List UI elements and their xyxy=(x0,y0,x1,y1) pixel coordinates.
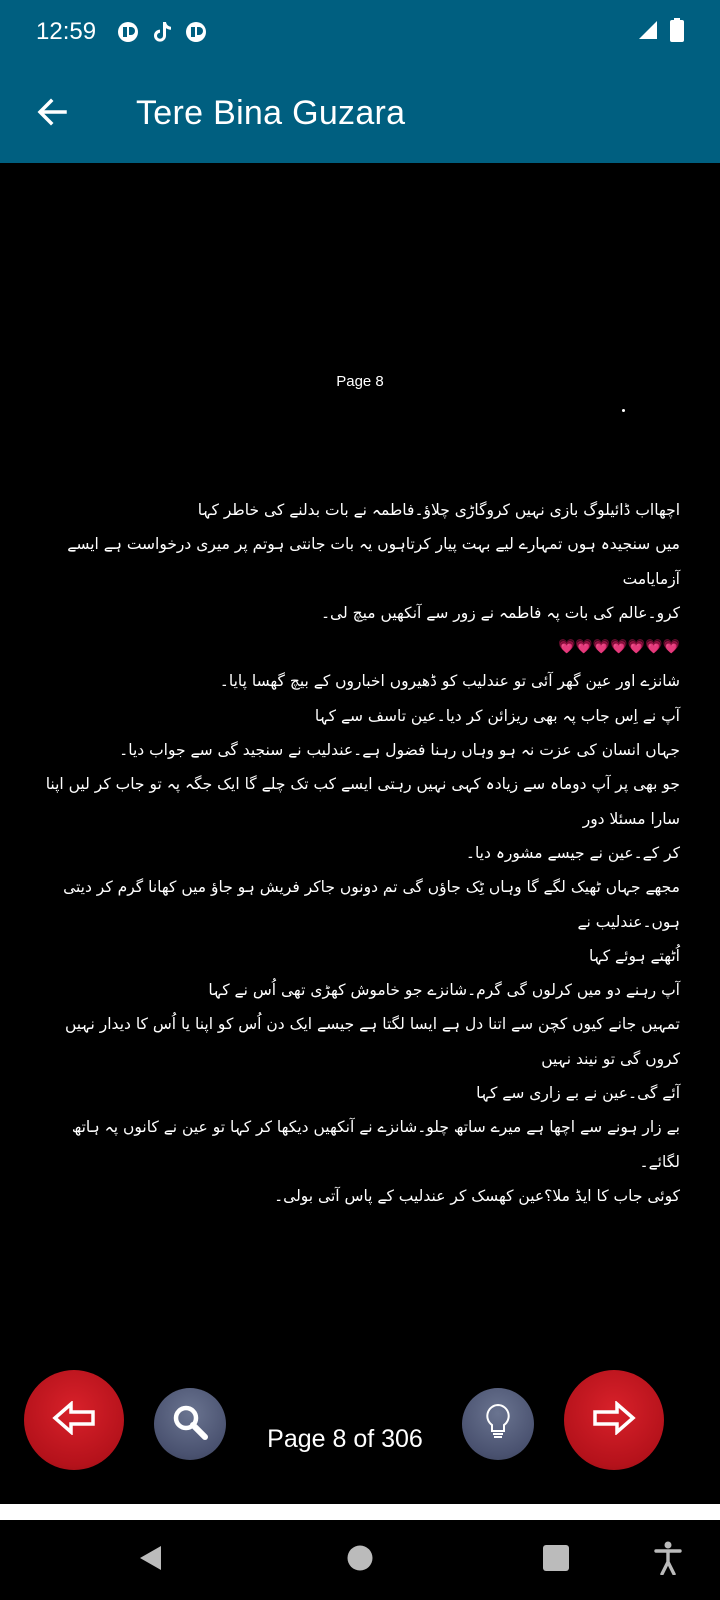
story-line: جہاں انسان کی عزت نہ ہو وہاں رہنا فضول ہے۔عندلیب نے سنجید گی سے جواب دیا۔ xyxy=(119,741,680,760)
signal-icon xyxy=(638,20,658,44)
back-triangle-icon xyxy=(137,1544,163,1576)
status-bar xyxy=(0,0,720,64)
accessibility-button[interactable] xyxy=(646,1538,690,1582)
story-line: آپ نے اِس جاب پہ بھی ریزائن کر دیا۔عین تاسف سے کہا xyxy=(314,706,680,725)
app-notification-icon xyxy=(116,20,140,44)
story-line: 💗💗💗💗💗💗💗 xyxy=(557,639,680,656)
story-line: اُٹھتے ہوئے کہا xyxy=(588,946,680,965)
arrow-left-outline-icon xyxy=(51,1401,97,1439)
lightbulb-icon xyxy=(483,1402,513,1446)
story-line: اچھااب ڈائیلوگ بازی نہیں کروگاڑی چلاؤ۔فاطمہ نے بات بدلنے کی خاطر کہا xyxy=(197,501,680,519)
page-counter: Page 8 of 306 xyxy=(267,1425,423,1453)
arrow-right-outline-icon xyxy=(591,1401,637,1439)
hint-button[interactable] xyxy=(462,1388,534,1460)
page-header: Page 8 xyxy=(336,373,384,390)
system-navigation-bar xyxy=(0,1520,720,1600)
story-line: مجھے جہاں ٹھیک لگے گا وہاں ٹِک جاؤں گی تم دونوں جاکر فریش ہو جاؤ میں کھانا گرم کر دیتی ہوں۔عندلیب نے xyxy=(63,878,680,931)
arrow-left-icon xyxy=(35,95,69,133)
story-line: جو بھی پر آپ دوماہ سے زیادہ کہی نہیں رہتی ایسے کب تک چلے گا ایک جگہ پہ تو جاب کر لیں اپنا سارا مسئلا دور xyxy=(45,775,680,828)
app-notification-icon xyxy=(184,20,208,44)
accessibility-icon xyxy=(653,1541,683,1579)
status-time: 12:59 xyxy=(36,18,97,45)
system-recents-button[interactable] xyxy=(534,1538,578,1582)
ad-banner-strip xyxy=(0,1504,720,1520)
page-dot xyxy=(622,409,625,412)
story-line: کوئی جاب کا ایڈ ملا؟عین کھسک کر عندلیب کے پاس آتی بولی۔ xyxy=(274,1186,680,1205)
story-line: شانزے اور عین گھر آئی تو عندلیب کو ڈھیروں اخباروں کے بیچ گھسا پایا۔ xyxy=(219,672,680,691)
recents-square-icon xyxy=(542,1544,570,1576)
story-line: میں سنجیدہ ہوں تمہارے لیے بہت پیار کرتاہوں یہ بات جانتی ہوتم پر میری درخواست ہے ایسے آزمایامت xyxy=(67,535,680,588)
story-line: کر کے۔عین نے جیسے مشورہ دیا۔ xyxy=(465,843,680,862)
story-line: بے زار ہونے سے اچھا ہے میرے ساتھ چلو۔شانزے نے آنکھیں دیکھا کر کہا تو عین نے کانوں پہ ہاتھ لگائے۔ xyxy=(71,1118,680,1171)
search-icon xyxy=(170,1402,210,1446)
story-line: تمہیں جانے کیوں کچن سے اتنا دل ہے ایسا لگتا ہے جیسے ایک دن اُس کو اپنا یا اُس کا دیدار نہیں کروں گی تو نیند نہیں xyxy=(64,1015,680,1068)
reader-page[interactable] xyxy=(0,163,720,1508)
reader-controls xyxy=(0,1395,720,1505)
next-page-button[interactable] xyxy=(564,1370,664,1470)
back-button[interactable] xyxy=(20,82,84,146)
story-line: آئے گی۔عین نے بے زاری سے کہا xyxy=(476,1084,680,1103)
system-back-button[interactable] xyxy=(128,1538,172,1582)
story-line: کرو۔عالم کی بات پہ فاطمہ نے زور سے آنکھیں میچ لی۔ xyxy=(320,603,680,622)
story-text xyxy=(44,493,680,1213)
previous-page-button[interactable] xyxy=(24,1370,124,1470)
search-button[interactable] xyxy=(154,1388,226,1460)
tiktok-icon xyxy=(150,20,174,44)
story-line: آپ رہنے دو میں کرلوں گی گرم۔شانزے جو خاموش کھڑی تھی اُس نے کہا xyxy=(208,981,680,1000)
home-circle-icon xyxy=(346,1544,374,1576)
battery-icon xyxy=(670,18,684,46)
app-bar xyxy=(0,64,720,163)
page-title: Tere Bina Guzara xyxy=(136,94,406,132)
system-home-button[interactable] xyxy=(338,1538,382,1582)
